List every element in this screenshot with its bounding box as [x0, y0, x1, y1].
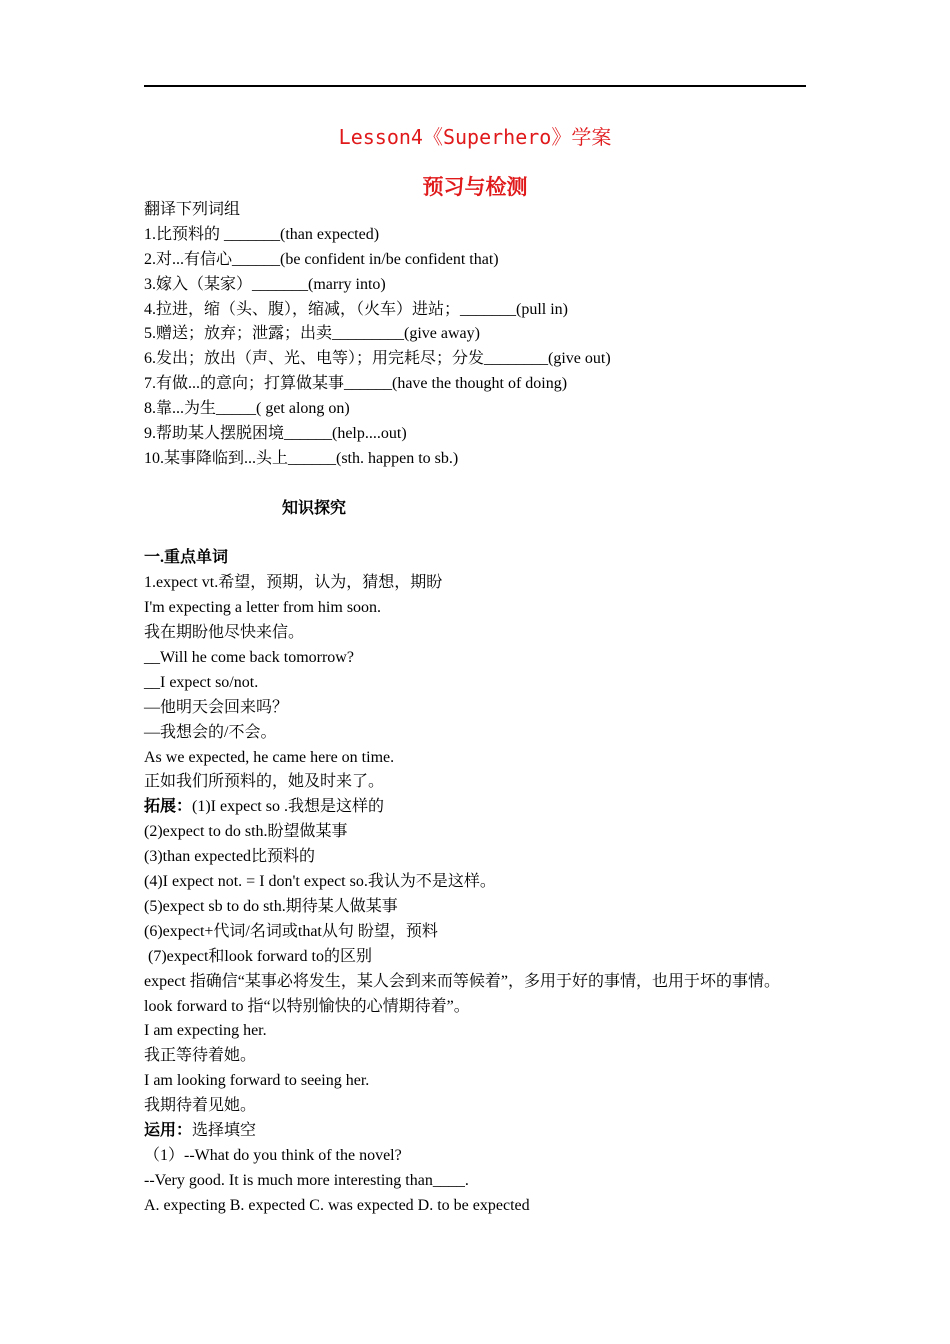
- list-item: 4.拉进，缩（头、腹），缩减，（火车）进站；_______(pull in): [144, 300, 568, 318]
- extend-label: 拓展：: [144, 798, 193, 816]
- text-line: 我正等待着她。: [144, 1047, 257, 1065]
- section-heading: 知识探究: [282, 499, 347, 517]
- question-line: （1）--What do you think of the novel?: [144, 1146, 402, 1164]
- document-body: [144, 198, 824, 1219]
- text-line: (5)expect sb to do sth.期待某人做某事: [144, 897, 398, 915]
- text-line: (3)than expected比预料的: [144, 848, 316, 866]
- text-line: I am looking forward to seeing her.: [144, 1072, 370, 1090]
- text-line: —我想会的/不会。: [144, 723, 277, 741]
- text-line: __Will he come back tomorrow?: [144, 649, 354, 667]
- instruction-text: 翻译下列词组: [144, 201, 241, 218]
- list-item: 2.对...有信心______(be confident in/be confident that): [144, 250, 499, 268]
- text-line: (6)expect+代词/名词或that从句 盼望，预料: [144, 922, 438, 940]
- list-item: 3.嫁入（某家）_______(marry into): [144, 275, 386, 293]
- answer-options: A. expecting B. expected C. was expected D. to be expected: [144, 1196, 530, 1214]
- preview-list: [144, 223, 824, 472]
- document-subtitle: 预习与检测: [422, 175, 528, 199]
- text-line: I am expecting her.: [144, 1022, 267, 1040]
- text-line: (2)expect to do sth.盼望做某事: [144, 823, 348, 841]
- text-line: 1.expect vt.希望，预期，认为，猜想，期盼: [144, 574, 443, 592]
- list-item: 1.比预料的 _______(than expected): [144, 225, 380, 243]
- list-item: 9.帮助某人摆脱困境______(help....out): [144, 425, 407, 443]
- list-item: 8.靠...为生_____( get along on): [144, 400, 350, 418]
- text-line: expect 指确信“某事必将发生，某人会到来而等候着”，多用于好的事情，也用于坏的事情。: [144, 972, 780, 990]
- text-line: —他明天会回来吗？: [144, 698, 289, 716]
- list-item: 10.某事降临到...头上______(sth. happen to sb.): [144, 449, 459, 467]
- text-line: __I expect so/not.: [144, 673, 259, 691]
- text-line: (7)expect和look forward to的区别: [144, 947, 372, 965]
- extend-line: [144, 795, 824, 820]
- text-line: 正如我们所预料的，她及时来了。: [144, 773, 385, 791]
- text-line: look forward to 指“以特别愉快的心情期待着”。: [144, 997, 470, 1015]
- extend-text: (1)I expect so .我想是这样的: [192, 798, 384, 816]
- header-rule: [144, 85, 806, 87]
- list-item: 5.赠送；放弃；泄露；出卖_________(give away): [144, 325, 480, 343]
- use-label: 运用：: [144, 1121, 193, 1139]
- use-text: 选择填空: [192, 1121, 257, 1139]
- text-line: (4)I expect not. = I don't expect so.我认为不是这样。: [144, 873, 496, 891]
- list-item: 7.有做...的意向；打算做某事______(have the thought of doing): [144, 375, 568, 393]
- text-line: As we expected, he came here on time.: [144, 748, 395, 766]
- list-item: 6.发出；放出（声、光、电等）；用完耗尽；分发________(give out): [144, 350, 611, 368]
- text-line: 我期待着见她。: [144, 1097, 257, 1115]
- text-line: 我在期盼他尽快来信。: [144, 624, 305, 642]
- question-line: --Very good. It is much more interesting than____.: [144, 1171, 469, 1189]
- subsection-title: 一.重点单词: [144, 549, 229, 567]
- document-title: Lesson4《Superhero》学案: [338, 125, 612, 149]
- use-line: [144, 1119, 824, 1144]
- text-line: I'm expecting a letter from him soon.: [144, 599, 382, 617]
